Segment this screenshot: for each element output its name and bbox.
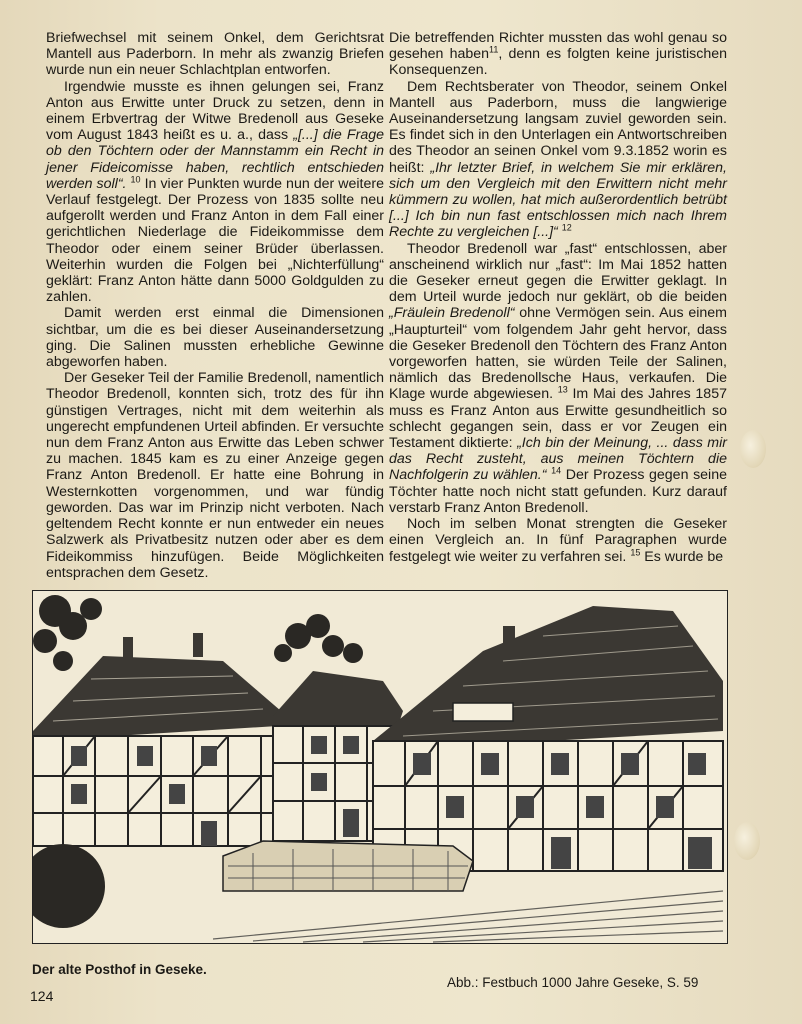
quotation: „Ihr letzter Brief, in welchem Sie mir erklären, sich um den Vergleich mit den Erwittern nicht mehr kümmern zu wollen, hat mich außerordentlich betrübt [...] Ich bin nun fast entschlossen mich nach Ihrem Rechte zu vergleichen [...]“ [389,159,727,241]
paragraph-text: ohne Vermögen sein. Aus einem „Haupturteil“ vom folgendem Jahr geht hervor, dass die Geseker Bredenoll den Töchtern des Franz Anton vorgeworfen hatten, sie würden Teile der Salinen, nämlich das Bredenollsche Haus, verkaufen. Die Klage wurde abgewiesen. [389,305,727,403]
paragraph-text: , denn es folgten keine juristischen Konsequenzen. [389,46,727,79]
paragraph [389,30,727,79]
binder-hole [740,430,766,468]
paragraph-text: Der Prozess gegen seine Töchter hatte noch nicht statt gefunden. Kurz darauf verstarb Franz Anton Bredenoll. [389,467,727,516]
paragraph-text: Die betreffenden Richter mussten das wohl genau so gesehen haben [389,30,727,63]
footnote-ref: 13 [557,384,568,395]
paragraph: Der Geseker Teil der Familie Bredenoll, namentlich Theodor Bredenoll, konnten sich, trotz des für ihn günstigen Vertrages, nicht mit dem weiterhin als ungerecht empfundenen Urteil abfinden. Er versuchte nun dem Franz Anton aus Erwitte das Leben schwer zu machen. 1845 kam es zu einer Anzeige gegen Franz Anton Bredenoll. Er hatte eine Bohrung in Westernkotten vorgenommen, und war fündig geworden. Das war im Prinzip nicht verboten. Nach geltendem Recht konnte er nun entweder ein neues Salzwerk als Privatbesitz nutzen oder aber es dem Fideikommiss hinzufügen. Beide Möglichkeiten entsprachen dem Gesetz. [46,370,384,581]
right-text-column [389,30,727,565]
paragraph: Briefwechsel mit seinem Onkel, dem Gerichtsrat Mantell aus Paderborn. In mehr als zwanzig Briefen wurde nun ein neuer Schlachtplan entworfen. [46,30,384,79]
footnote-ref: 10 [130,174,141,185]
paragraph [389,79,727,241]
paragraph-text: In vier Punkten wurde nun der weitere Verlauf festgelegt. Der Prozess von 1835 sollte neu aufgerollt werden und Franz Anton in dem Fall einer gerichtlichen Niederlage die Fideikommisse dem Theodor oder einem seiner Brüder überlassen. Weiterhin wurden die Folgen bei „Nichterfüllung“ geklärt: Franz Anton hätte dann 5000 Goldgulden zu zahlen. [46,175,384,306]
figure-credit: Abb.: Festbuch 1000 Jahre Geseke, S. 59 [447,975,699,990]
footnote-ref: 11 [489,44,499,55]
paragraph-text: Dem Rechtsberater von Theodor, seinem Onkel Mantell aus Paderborn, muss die langwierige Auseinandersetzung langsam zuviel geworden sein. Es findet sich in den Unterlagen ein Antwortschreiben des Theodor an seinen Onkel vom 9.3.1852 worin es heißt: [389,78,727,176]
paragraph: Damit werden erst einmal die Dimensionen sichtbar, um die es bei dieser Auseinandersetzung ging. Die Salinen mussten erhebliche Gewinne abgeworfen haben. [46,305,384,371]
quotation: „Fräulein Bredenoll“ [389,305,515,322]
paragraph [389,516,727,565]
page-number: 124 [30,988,54,1004]
paragraph-text: Es wurde be [644,548,724,565]
figure-caption: Der alte Posthof in Geseke. [32,962,207,977]
paragraph-text: Theodor Bredenoll war „fast“ entschlossen, aber anscheinend wirklich nur „fast“: Im Mai 1852 hatten die Geseker erneut gegen die Erwitter geklagt. In dem Urteil wurde jedoch nur geklärt, ob die beiden [389,240,727,306]
footnote-ref: 12 [561,222,572,233]
quotation: „Ich bin der Meinung, ... dass mir das Recht zusteht, aus meinen Töchtern die Nachfolgerin zu wählen.“ [389,435,727,484]
paragraph [46,79,384,306]
posthof-illustration [32,590,728,944]
half-timbered-houses-drawing [33,591,727,943]
paragraph-text: Irgendwie musste es ihnen gelungen sei, Franz Anton aus Erwitte unter Druck zu setzen, denn in einem Erbvertrag der Witwe Bredenoll aus Geseke vom August 1843 heißt es u. a., dass [46,78,384,144]
paragraph-text: Im Mai des Jahres 1857 muss es Franz Anton aus Erwitte gesundheitlich so schlecht gegangen sein, dass er vor Zeugen ein Testament diktierte: [389,386,727,452]
binder-hole [734,822,760,860]
paragraph-text: Noch im selben Monat strengten die Geseker einen Vergleich an. In fünf Paragraphen wurde festgelegt wie weiter zu verfahren sei. [389,516,727,565]
paragraph [389,241,727,516]
quotation: „[...] die Frage ob den Töchtern oder der Mannstamm ein Recht in jener Fideicomisse haben, rechtlich entschieden werden soll“. [46,127,384,192]
footnote-ref: 15 [630,546,641,557]
footnote-ref: 14 [551,465,562,476]
left-text-column [46,30,384,581]
